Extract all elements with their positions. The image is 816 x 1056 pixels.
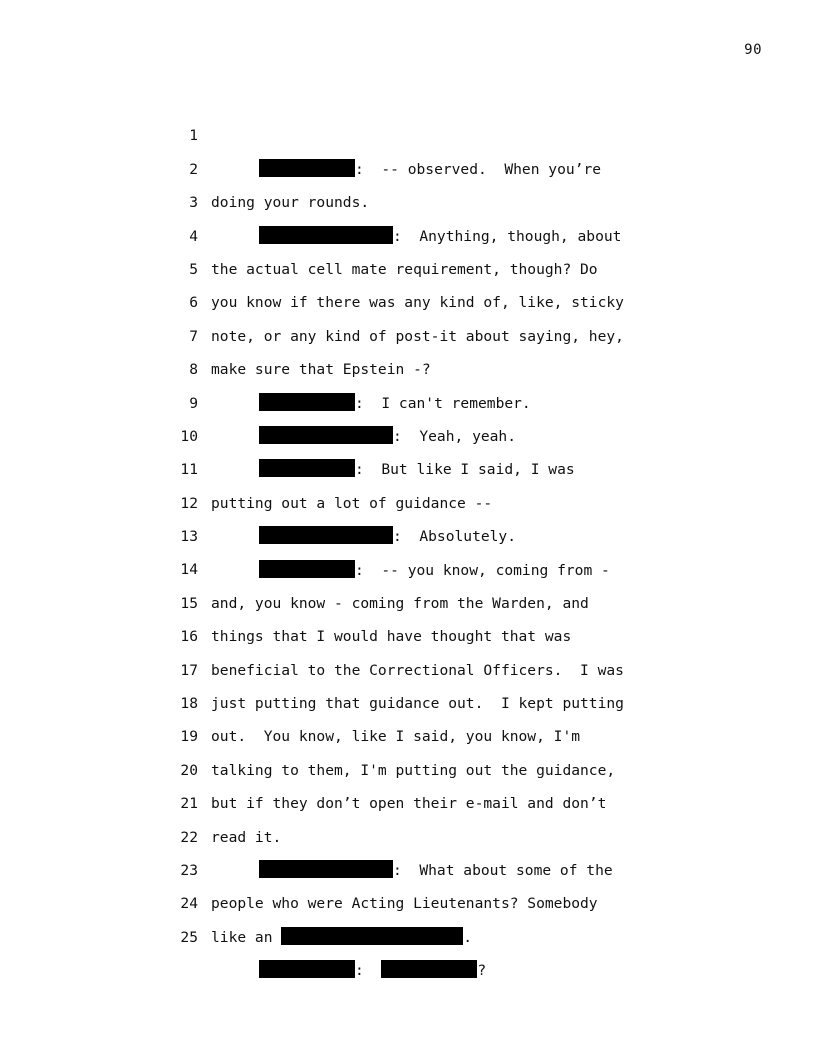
- line-number: 8: [189, 361, 198, 379]
- line-content: beneficial to the Correctional Officers. I was: [211, 661, 624, 679]
- line-content: : What about some of the: [393, 862, 613, 880]
- line-content: just putting that guidance out. I kept putting: [211, 695, 624, 713]
- line-content: talking to them, I'm putting out the guidance,: [211, 761, 616, 779]
- line-content: and, you know - coming from the Warden, and: [211, 594, 589, 612]
- line-content: the actual cell mate requirement, though? Do: [211, 260, 598, 278]
- line-number: 5: [189, 260, 198, 278]
- line-number: 19: [180, 728, 198, 746]
- line-number: 15: [180, 594, 198, 612]
- line-content-before: :: [355, 962, 382, 980]
- line-content: make sure that Epstein -?: [211, 361, 431, 379]
- line-number: 21: [180, 795, 198, 813]
- line-content: : -- you know, coming from -: [355, 561, 610, 579]
- line-content: : But like I said, I was: [355, 461, 575, 479]
- line-content: out. You know, like I said, you know, I'm: [211, 728, 581, 746]
- line-number: 12: [180, 494, 198, 512]
- line-number: 22: [180, 828, 198, 846]
- line-content: doing your rounds.: [211, 194, 370, 212]
- line-number: 24: [180, 895, 198, 913]
- line-content: : I can't remember.: [355, 394, 531, 412]
- line-content: : Yeah, yeah.: [393, 427, 517, 445]
- line-content: things that I would have thought that was: [211, 628, 572, 646]
- line-content-after: ?: [477, 962, 487, 980]
- transcript-line: [0, 86, 816, 178]
- line-content: you know if there was any kind of, like, sticky: [211, 294, 624, 312]
- inline-redaction: [281, 927, 463, 945]
- line-number: 1: [189, 127, 198, 145]
- line-number: 16: [180, 628, 198, 646]
- line-number: 17: [180, 661, 198, 679]
- transcript-body: [0, 86, 816, 980]
- line-content: : -- observed. When you’re: [355, 160, 602, 178]
- line-number: 4: [189, 227, 198, 245]
- line-number: 14: [180, 561, 198, 579]
- line-content: putting out a lot of guidance --: [211, 494, 493, 512]
- line-text: [211, 921, 472, 954]
- line-number: 7: [189, 327, 198, 345]
- line-content-after: .: [463, 928, 473, 946]
- line-number: 3: [189, 194, 198, 212]
- page-number: 90: [744, 42, 762, 58]
- line-number: 20: [180, 761, 198, 779]
- line-number: 9: [189, 394, 198, 412]
- inline-redaction: [381, 960, 477, 978]
- line-number: 11: [180, 461, 198, 479]
- line-number: 23: [180, 862, 198, 879]
- line-content-before: like an: [211, 928, 282, 946]
- line-content: : Absolutely.: [393, 528, 517, 546]
- line-number: 10: [180, 427, 198, 445]
- line-content: read it.: [211, 828, 282, 846]
- line-number: 2: [189, 160, 198, 178]
- line-content: people who were Acting Lieutenants? Somebody: [211, 895, 598, 913]
- line-number: 25: [180, 928, 198, 946]
- line-content: but if they don’t open their e-mail and don’t: [211, 795, 607, 813]
- line-content: note, or any kind of post-it about saying, hey,: [211, 327, 624, 345]
- line-number: 18: [180, 695, 198, 713]
- line-text: [259, 954, 486, 987]
- line-content: : Anything, though, about: [393, 227, 622, 245]
- line-number: 6: [189, 294, 198, 312]
- speaker-redaction: [259, 960, 355, 978]
- line-number: 13: [180, 528, 198, 546]
